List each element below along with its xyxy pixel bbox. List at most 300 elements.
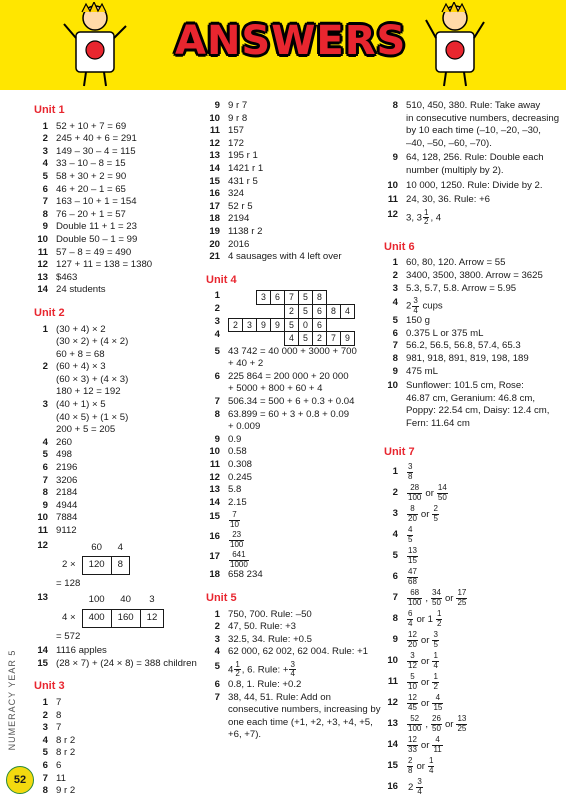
- answer-item: [384, 366, 562, 379]
- unit-heading: Unit 3: [34, 680, 65, 693]
- answer-number: 4: [42, 436, 48, 448]
- answer-item: [384, 757, 562, 775]
- answer-text: 1421 r 1: [228, 162, 264, 174]
- fraction-numerator: 13: [408, 546, 417, 556]
- answer-line: Fern: 11.64 cm: [406, 417, 470, 429]
- answer-number: 12: [37, 259, 48, 271]
- fraction-denominator: 50: [432, 597, 441, 607]
- answer-text: 24 students: [56, 284, 106, 296]
- answers-column-2: [206, 100, 386, 742]
- fraction: [432, 631, 438, 649]
- answer-item: 11 24, 30, 36. Rule: +6: [387, 194, 491, 206]
- answer-number: 5: [42, 747, 48, 759]
- fraction-denominator: 4: [408, 618, 413, 628]
- answer-text: [406, 526, 414, 544]
- fraction-denominator: 100: [408, 723, 422, 733]
- answer-number: 4: [42, 734, 48, 746]
- grid-header: 3: [149, 594, 155, 606]
- fraction: [234, 661, 240, 679]
- grid-cell: 4: [341, 304, 355, 318]
- grid-cell: 3: [243, 318, 257, 332]
- answer-line: 225 864 = 200 000 + 20 000: [228, 370, 349, 382]
- fraction-joiner: or: [444, 718, 454, 730]
- answer-number: 1: [392, 257, 398, 269]
- answer-number: 8: [392, 352, 398, 364]
- grid-cell: [327, 318, 341, 332]
- answer-text: 0.245: [228, 471, 253, 483]
- answer-line: one each time (+1, +2, +3, +4, +5,: [228, 716, 373, 728]
- answer-item: 12 3, 3 $\frac{1}{2}$ , 4: [387, 207, 442, 227]
- fraction: [407, 610, 413, 628]
- answer-item: 12 60 4 2 × 120 8 = 128: [34, 540, 204, 591]
- answer-text: 506.34 = 500 + 6 + 0.3 + 0.04: [228, 396, 355, 408]
- answer-text: 56.2, 56.5, 56.8, 57.4, 65.3: [406, 340, 521, 352]
- grid-cell: [257, 332, 271, 346]
- answer-item: 18 658 234: [209, 569, 263, 581]
- fraction-numerator: 17: [457, 588, 467, 598]
- answer-item: [206, 497, 386, 510]
- answer-text: 127 + 11 = 138 = 1380: [56, 259, 153, 271]
- answer-item: [384, 340, 562, 353]
- grid-cell: 6: [271, 291, 285, 305]
- answer-line: (30 + 4) × 2: [56, 323, 106, 335]
- answer-number: 16: [209, 188, 220, 200]
- answer-text: 1138 r 2: [228, 225, 263, 237]
- grid-cell: 6: [313, 318, 327, 332]
- answer-item: [34, 487, 204, 500]
- answer-text: Double 50 – 1 = 99: [56, 233, 138, 245]
- answer-item: [206, 609, 386, 622]
- answer-text: 2196: [56, 462, 78, 474]
- answer-line: consecutive numbers, increasing by: [228, 704, 381, 716]
- answer-number: 9: [42, 221, 48, 233]
- grid-multiplier: 2 ×: [62, 559, 76, 571]
- fraction-denominator: 20: [408, 513, 417, 523]
- answer-line: 46.87 cm, Geranium: 46.8 cm,: [406, 392, 536, 404]
- answer-number: 1: [42, 120, 48, 132]
- answer-number: 3: [42, 145, 48, 157]
- answer-number: 6: [392, 327, 398, 339]
- answer-item: 4 2 $\frac{3}{4}$ cups: [392, 296, 443, 315]
- fraction-joiner: or: [420, 634, 430, 646]
- page-number-badge: [6, 766, 34, 794]
- fraction: [229, 511, 240, 529]
- answer-number: 9: [392, 633, 398, 645]
- answer-item: [384, 568, 562, 586]
- answer-number: 7: [392, 340, 398, 352]
- fraction-denominator: 8: [408, 765, 413, 775]
- grid-cell: [341, 291, 355, 305]
- grid-cell: [243, 304, 257, 318]
- answer-number: 11: [209, 125, 220, 137]
- grid-cell: [229, 291, 243, 305]
- fraction-denominator: 5: [433, 639, 438, 649]
- fraction: [432, 694, 443, 712]
- answer-number: 11: [37, 525, 48, 536]
- fraction-numerator: 28: [407, 484, 422, 494]
- fraction-numerator: 1: [433, 672, 438, 682]
- fraction-denominator: 15: [433, 702, 443, 712]
- fraction: [407, 505, 418, 523]
- answer-text: 245 + 40 + 6 = 291: [56, 133, 137, 145]
- fraction-denominator: 50: [437, 492, 447, 502]
- answer-text: 60, 80, 120. Arrow = 55: [406, 257, 506, 269]
- answer-item: [384, 673, 562, 691]
- fraction-numerator: 34: [432, 588, 441, 598]
- answer-text: $463: [56, 271, 78, 283]
- fraction: [407, 484, 422, 502]
- answer-item: [384, 505, 562, 523]
- fraction: [428, 757, 434, 775]
- answer-item: [206, 213, 386, 226]
- answer-item: [384, 652, 562, 670]
- answer-number: 9: [214, 433, 220, 445]
- fraction: [423, 209, 429, 227]
- unit-heading: Unit 1: [34, 104, 65, 116]
- answer-line: = 572: [56, 630, 81, 642]
- answer-number: 12: [387, 696, 398, 708]
- answer-number: 14: [209, 496, 220, 508]
- fraction-numerator: 2: [433, 504, 438, 514]
- grid-cell: [243, 291, 257, 305]
- grid-cell: 9: [271, 318, 285, 332]
- answer-item: 3 (40 + 1) × 5 (40 × 5) + (1 × 5) 200 + 5 = 205: [42, 399, 129, 436]
- answer-number: 2: [214, 621, 220, 633]
- answer-number: 2: [42, 133, 48, 145]
- fraction-denominator: 100: [408, 492, 422, 502]
- answer-number: 13: [209, 150, 220, 162]
- fraction: [407, 694, 418, 712]
- unit-1-answers: [34, 121, 204, 297]
- answer-item: [34, 146, 204, 159]
- answer-item: [34, 722, 204, 735]
- answer-text: 32.5, 34. Rule: +0.5: [228, 633, 313, 645]
- fraction-numerator: 12: [408, 630, 417, 640]
- answer-text: 163 – 10 + 1 = 154: [56, 196, 137, 208]
- answer-item: [206, 459, 386, 472]
- fraction-joiner: or: [425, 487, 434, 499]
- answer-item: 9 64, 128, 256. Rule: Double each number (multiply by 2).: [392, 152, 544, 176]
- answer-item: [34, 735, 204, 748]
- grid-cell: [229, 332, 243, 346]
- fraction-denominator: 5: [433, 513, 438, 523]
- answer-line: Poppy: 22.54 cm, Daisy: 12.4 cm,: [406, 405, 550, 417]
- answer-item: [34, 209, 204, 222]
- fraction: [456, 589, 467, 607]
- fraction-denominator: 15: [408, 555, 417, 565]
- fraction: [432, 736, 442, 754]
- grid-cell: 7: [327, 332, 341, 346]
- answer-item: [384, 283, 562, 296]
- fraction-joiner: or: [420, 655, 430, 667]
- answer-text: 46 + 20 – 1 = 65: [56, 183, 126, 195]
- fraction: [432, 673, 438, 691]
- answer-number: 3: [392, 507, 398, 519]
- answer-item: [206, 239, 386, 252]
- fraction-numerator: 12: [408, 735, 417, 745]
- fraction-numerator: 4: [432, 736, 442, 746]
- answer-text: 9112: [56, 525, 77, 536]
- answer-text: 10 000, 1250. Rule: Divide by 2.: [406, 179, 543, 191]
- fraction: [407, 547, 418, 565]
- answer-text: 658 234: [228, 569, 263, 581]
- fraction-denominator: 4: [290, 669, 295, 679]
- answer-text: 52 + 10 + 7 = 69: [56, 120, 127, 132]
- unit-3-answers: [34, 697, 204, 798]
- answer-line: 510, 450, 380. Rule: Take away: [406, 100, 541, 111]
- answer-item: [384, 631, 562, 649]
- answer-number: 6: [42, 183, 48, 195]
- answer-line: 60 + 8 = 68: [56, 348, 105, 360]
- grid-header: 4: [117, 541, 123, 553]
- answer-item: 7 38, 44, 51. Rule: Add on consecutive numbers, increasing by one each time (+1, +2, +3, +4, +5, +6, +7).: [214, 691, 381, 741]
- grid-cell: 9: [341, 332, 355, 346]
- fraction-denominator: 5: [408, 534, 413, 544]
- answer-text: 9 r 2: [56, 785, 76, 797]
- answer-text: 6: [56, 759, 62, 771]
- answer-text: 2.15: [228, 496, 247, 508]
- answer-item: [206, 163, 386, 176]
- answer-item: 1 (30 + 4) × 2 (30 × 2) + (4 × 2) 60 + 8 = 68: [42, 323, 129, 360]
- grid-row: [229, 304, 355, 318]
- answer-item: [34, 234, 204, 247]
- answer-text: 5.8: [228, 484, 242, 496]
- answer-number: 6: [42, 462, 48, 474]
- answer-number: 11: [37, 246, 48, 258]
- answer-text: 260: [56, 436, 73, 448]
- fraction: [229, 551, 249, 569]
- answer-text: , 6. Rule: +: [241, 664, 289, 676]
- answer-item: [384, 353, 562, 366]
- answer-text: 4 sausages with 4 left over: [228, 251, 342, 263]
- grid-cell: [243, 332, 257, 346]
- fraction-numerator: 3: [433, 630, 438, 640]
- answer-line: 38, 44, 51. Rule: Add on: [228, 691, 331, 703]
- answer-item: [34, 221, 204, 234]
- answer-item: 5 4 $\frac{1}{2}$ , 6. Rule: + $\frac{3}{4}$: [214, 659, 295, 679]
- fraction-numerator: 1: [428, 756, 434, 766]
- answer-number: 1: [392, 465, 398, 477]
- unit-5-answers: [206, 609, 386, 659]
- answer-text: 2016: [228, 238, 250, 250]
- grid-cell: 8: [327, 304, 341, 318]
- grid-cell: [229, 304, 243, 318]
- answer-text: [406, 463, 414, 481]
- fraction: [431, 715, 442, 733]
- answer-item: [34, 512, 204, 525]
- answer-item: [34, 525, 204, 538]
- grid-cell: 12: [140, 609, 164, 627]
- answer-number: 2: [392, 269, 398, 281]
- fraction-numerator: 26: [432, 714, 441, 724]
- fraction-denominator: 4: [428, 765, 434, 775]
- grid-cell: 400: [82, 609, 111, 627]
- answer-text: Double 11 + 1 = 23: [56, 221, 137, 233]
- answers-column-1: [34, 96, 204, 798]
- answer-item: [34, 697, 204, 710]
- answer-line: by 10 each time (–10, –20, –30,: [406, 125, 541, 137]
- answer-number: 10: [37, 512, 48, 524]
- answer-text: [406, 694, 444, 712]
- answer-number: 13: [37, 271, 48, 283]
- grid-cell: [257, 304, 271, 318]
- fraction: [407, 463, 413, 481]
- unit-6-answers: [384, 257, 562, 295]
- unit-3-answers-continued: [206, 100, 386, 264]
- answer-number: 15: [209, 175, 220, 187]
- fraction-denominator: 50: [432, 723, 441, 733]
- answer-number: 10: [37, 233, 48, 245]
- answer-line: in consecutive numbers, decreasing: [406, 112, 560, 124]
- answer-item: [34, 133, 204, 146]
- answer-item: [34, 184, 204, 197]
- answer-number: 17: [209, 200, 220, 212]
- answer-text: (28 × 7) + (24 × 8) = 388 children: [56, 657, 197, 669]
- answer-item: 8 63.899 = 60 + 3 + 0.8 + 0.09 + 0.009: [214, 408, 350, 433]
- answer-item: [206, 100, 386, 113]
- answer-item: [206, 472, 386, 485]
- answer-line: + 5000 + 800 + 60 + 4: [228, 383, 323, 395]
- fraction: [456, 715, 467, 733]
- answer-number: 7: [42, 772, 48, 784]
- fraction-numerator: 4: [432, 694, 443, 704]
- fraction: [436, 610, 442, 628]
- answer-number: 19: [209, 225, 220, 237]
- fraction-denominator: 45: [408, 702, 417, 712]
- grid-cell: [341, 318, 355, 332]
- fraction-numerator: 23: [229, 531, 244, 541]
- answer-item: 7 506.34 = 500 + 6 + 0.3 + 0.04: [214, 396, 355, 408]
- fraction-denominator: 12: [408, 660, 417, 670]
- grid-cell: 9: [257, 318, 271, 332]
- answer-number: 10: [209, 446, 220, 458]
- answer-item: [206, 188, 386, 201]
- answer-number: 9: [214, 100, 220, 111]
- fraction: [432, 505, 438, 523]
- answer-text: 8: [56, 709, 62, 721]
- grid-cell: [271, 304, 285, 318]
- fraction-numerator: 1: [424, 207, 429, 217]
- answer-line: 43 742 = 40 000 + 3000 + 700: [228, 345, 357, 357]
- answer-text: 150 g: [406, 315, 431, 327]
- answer-number: 7: [42, 474, 48, 486]
- fraction-joiner: or: [420, 697, 430, 709]
- grid-header: 60: [91, 541, 102, 553]
- fraction-denominator: 11: [433, 744, 442, 754]
- fraction-denominator: 4: [417, 786, 422, 796]
- answer-item: [34, 284, 204, 297]
- answer-item: [34, 272, 204, 285]
- answer-item: [206, 621, 386, 634]
- answer-text: 58 + 30 + 2 = 90: [56, 170, 127, 182]
- answer-text: 11: [56, 772, 66, 784]
- grid-cell: [327, 291, 341, 305]
- fraction: [416, 778, 422, 796]
- answer-text: 4944: [56, 499, 78, 511]
- answer-number: 15: [387, 759, 398, 771]
- answer-item: 17 $\frac{641}{1000}$: [209, 550, 248, 569]
- fraction-numerator: 5: [407, 673, 418, 683]
- answer-line: (30 × 2) + (4 × 2): [56, 336, 129, 348]
- answers-column-3: [384, 100, 562, 796]
- answer-item: 6 225 864 = 200 000 + 20 000 + 5000 + 800 + 60 + 4: [214, 370, 349, 395]
- answer-text: [406, 484, 449, 502]
- fraction-numerator: 52: [407, 715, 422, 725]
- grid-cell: 5: [299, 304, 313, 318]
- fraction: [407, 589, 422, 607]
- page-title: ANSWERS: [175, 18, 407, 64]
- fraction-denominator: 25: [457, 597, 467, 607]
- answer-number: 3: [392, 282, 398, 294]
- answer-number: 1: [42, 696, 48, 708]
- unit-2-answers: [34, 437, 204, 538]
- fraction: [289, 661, 295, 679]
- fraction-numerator: 12: [408, 693, 417, 703]
- answer-number: 11: [387, 675, 398, 687]
- grid-cell: 8: [313, 291, 327, 305]
- fraction-denominator: 100: [408, 597, 422, 607]
- answer-number: 8: [392, 612, 398, 624]
- answer-item: 15 $\frac{7}{10}$: [209, 510, 239, 529]
- answer-item: [384, 589, 562, 607]
- answer-number: 3: [42, 722, 48, 734]
- answer-number: 3: [214, 633, 220, 645]
- fraction: [407, 631, 418, 649]
- answer-item: [384, 526, 562, 544]
- answer-item: [206, 138, 386, 151]
- fraction-joiner: ,: [425, 592, 429, 604]
- answer-item: 8 510, 450, 380. Rule: Take away in consecutive numbers, decreasing by 10 each time (–10, –20, –30, –40, –50, –60, –70).: [392, 100, 560, 149]
- answer-text: 9 r 8: [228, 112, 248, 124]
- fraction-numerator: 7: [229, 511, 240, 521]
- answer-item: [34, 121, 204, 134]
- fraction-denominator: 2: [235, 669, 240, 679]
- answer-text: 7884: [56, 512, 78, 524]
- answer-number: 7: [392, 591, 398, 603]
- answer-item: [206, 646, 386, 659]
- page-number: 52: [13, 774, 27, 786]
- answer-item: [34, 259, 204, 272]
- fraction-joiner: or: [444, 592, 454, 604]
- answer-item: 5 43 742 = 40 000 + 3000 + 700 + 40 + 2: [214, 345, 357, 370]
- answer-number: 14: [37, 284, 48, 296]
- unit-heading: Unit 5: [206, 592, 237, 604]
- fraction-numerator: 3: [407, 652, 418, 662]
- fraction: [407, 568, 418, 586]
- fraction: [432, 652, 438, 670]
- answer-text: 172: [228, 137, 245, 149]
- grid-cell: 6: [313, 304, 327, 318]
- answer-line: 64, 128, 256. Rule: Double each: [406, 152, 544, 164]
- answer-line: (60 + 4) × 3: [56, 361, 106, 373]
- answer-text: 0.308: [228, 459, 253, 471]
- answer-number: 12: [209, 471, 220, 483]
- answer-item: [34, 710, 204, 723]
- answer-number: 12: [209, 137, 220, 149]
- grid-cell: 0: [299, 318, 313, 332]
- fraction: [437, 484, 448, 502]
- grid-cell: 3: [257, 291, 271, 305]
- answer-number: 13: [387, 717, 398, 729]
- fraction-numerator: 3: [417, 777, 422, 787]
- answer-item: [384, 315, 562, 328]
- answer-number: 6: [42, 759, 48, 771]
- answer-item: 16 $\frac{23}{100}$: [209, 530, 244, 549]
- fraction: [407, 652, 418, 670]
- fraction-numerator: 14: [437, 483, 447, 493]
- answer-item: [384, 694, 562, 712]
- grid-row: [229, 318, 355, 332]
